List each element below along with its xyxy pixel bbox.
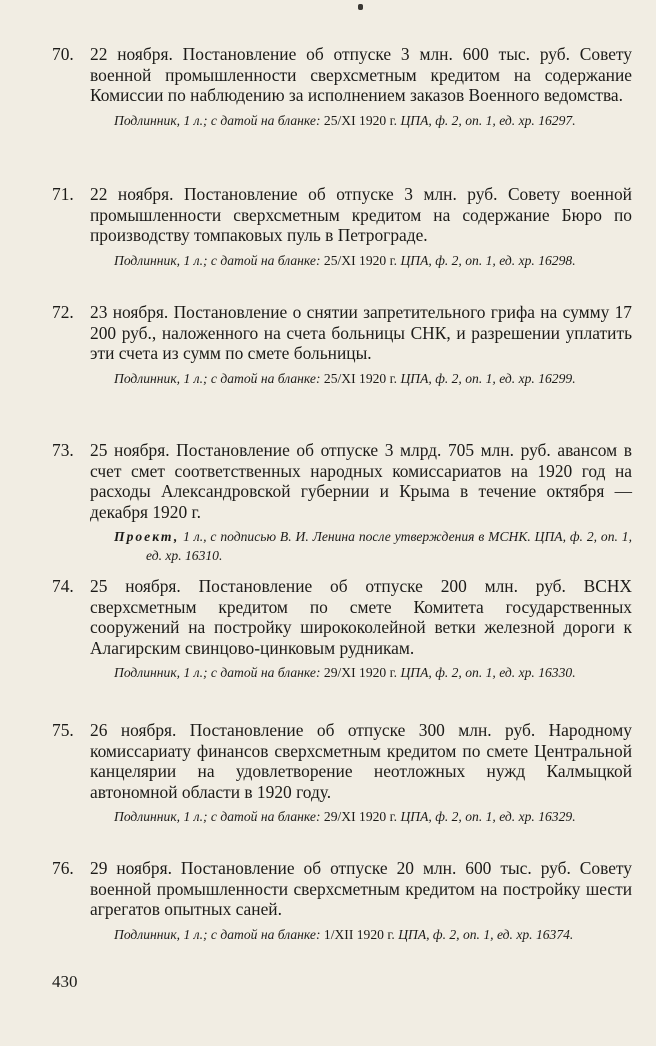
entry-text [52, 576, 632, 658]
entry-text [52, 44, 632, 106]
entry-75 [52, 720, 632, 827]
source-type: Проект, [114, 529, 180, 544]
source-archive: ЦПА, ф. 2, оп. 1, ед. хр. 16330. [400, 665, 576, 680]
source-date: 29/XI 1920 г. [323, 665, 398, 680]
entry-source [52, 664, 632, 683]
entry-number: 73. [52, 440, 74, 460]
source-archive: ЦПА, ф. 2, оп. 1, ед. хр. 16299. [400, 370, 576, 386]
entry-number: 75. [52, 720, 74, 740]
entry-body: 25 ноября. Постановление об отпуске 200 млн. руб. ВСНХ сверхсметным кредитом по смете Комитета государственных сооружений на постройку ширококолейной ветки железной дороги к Алагирским свинцово-цинковым рудникам. [90, 576, 632, 658]
entry-body: 22 ноября. Постановление об отпуске 3 млн. руб. Совету военной промышленности сверхсметным кредитом на содержание Бюро по производству томпаковых пуль в Петрограде. [90, 184, 632, 245]
source-type: Подлинник, 1 л.; с датой на бланке: [114, 112, 321, 128]
entry-70 [52, 44, 632, 130]
source-date: 29/XI 1920 г. [323, 809, 398, 824]
entry-76 [52, 858, 632, 944]
entry-number: 74. [52, 576, 74, 596]
entry-source [52, 112, 632, 131]
entry-body: 23 ноября. Постановление о снятии запретительного грифа на сумму 17 200 руб., наложенного на счета больницы СНК, и разрешении уплатить эти счета из сумм по смете больницы. [90, 302, 632, 363]
entry-body: 29 ноября. Постановление об отпуске 20 млн. 600 тыс. руб. Совету военной промышленности сверхсметным кредитом на постройку шести агрегатов опытных саней. [90, 858, 632, 919]
entry-73 [52, 440, 632, 565]
source-archive: ЦПА, ф. 2, оп. 1, ед. хр. 16298. [400, 252, 576, 268]
entry-source [52, 808, 632, 827]
entry-text [52, 720, 632, 802]
entry-71 [52, 184, 632, 270]
entry-72 [52, 302, 632, 388]
entry-number: 76. [52, 858, 74, 878]
entry-number: 70. [52, 44, 74, 64]
entry-text [52, 184, 632, 246]
entry-74 [52, 576, 632, 683]
source-date: 25/XI 1920 г. [323, 112, 398, 128]
source-type: Подлинник, 1 л.; с датой на бланке: [114, 809, 321, 824]
entry-body: 26 ноября. Постановление об отпуске 300 млн. руб. Народному комиссариату финансов сверхсметным кредитом по смете Центральной канцелярии на удовлетворение неотложных нужд Калмыцкой автономной области в 1920 году. [90, 720, 632, 802]
source-archive: ЦПА, ф. 2, оп. 1, ед. хр. 16374. [398, 926, 574, 942]
entry-body: 22 ноября. Постановление об отпуске 3 млн. 600 тыс. руб. Совету военной промышленности сверхсметным кредитом на содержание Комиссии по наблюдению за исполнением заказов Военного ведомства. [90, 44, 632, 105]
source-type: Подлинник, 1 л.; с датой на бланке: [114, 926, 321, 942]
source-date: 25/XI 1920 г. [323, 370, 398, 386]
print-mark [358, 4, 363, 10]
source-type: Подлинник, 1 л.; с датой на бланке: [114, 370, 321, 386]
entry-source [52, 370, 632, 389]
entry-text [52, 858, 632, 920]
source-type: Подлинник, 1 л.; с датой на бланке: [114, 252, 321, 268]
source-date: 25/XI 1920 г. [323, 252, 398, 268]
entry-source [52, 252, 632, 271]
source-date: 1/XII 1920 г. [323, 926, 395, 942]
entry-number: 71. [52, 184, 74, 204]
page-number: 430 [52, 972, 78, 991]
entry-number: 72. [52, 302, 74, 322]
source-archive: ЦПА, ф. 2, оп. 1, ед. хр. 16329. [400, 809, 576, 824]
entry-source [52, 528, 632, 565]
source-type: Подлинник, 1 л.; с датой на бланке: [114, 665, 321, 680]
source-archive: 1 л., с подписью В. И. Ленина после утверждения в МСНК. ЦПА, ф. 2, оп. 1, ед. хр. 16310. [146, 529, 632, 563]
entry-body: 25 ноября. Постановление об отпуске 3 млрд. 705 млн. руб. авансом в счет смет соответственных народных комиссариатов на 1920 год на расходы Александровской губернии и Крыма в течение октября — декабря 1920 г. [90, 440, 632, 522]
entry-source [52, 926, 632, 945]
source-archive: ЦПА, ф. 2, оп. 1, ед. хр. 16297. [400, 112, 576, 128]
entry-text [52, 302, 632, 364]
entry-text [52, 440, 632, 522]
